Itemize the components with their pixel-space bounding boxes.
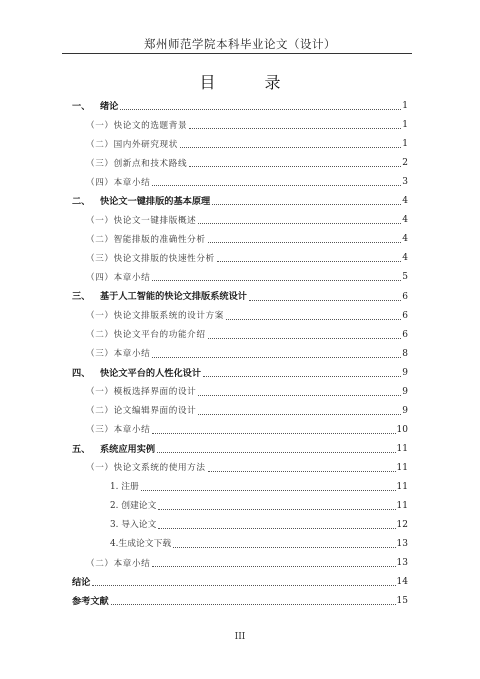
toc-entry[interactable] [72, 265, 408, 284]
toc-leader-dots [158, 509, 395, 510]
toc-entry[interactable] [72, 208, 408, 227]
toc-entry-page: 6 [402, 329, 408, 340]
toc-entry-page: 1 [402, 101, 408, 112]
toc-entry-page: 15 [396, 596, 408, 607]
toc-entry[interactable] [72, 342, 408, 361]
toc-entry-page: 9 [402, 386, 408, 397]
toc-entry-page: 11 [396, 462, 408, 473]
toc-entry-page: 8 [402, 348, 408, 359]
toc-entry-page: 13 [396, 558, 408, 569]
toc-entry-label: （四）本章小结 [86, 177, 151, 188]
toc-entry-label: （一）快论文的选题背景 [86, 120, 188, 131]
toc-entry-page: 4 [402, 215, 408, 226]
toc-entry-label: 2. 创建论文 [110, 501, 157, 512]
toc-entry[interactable] [72, 475, 408, 494]
toc-leader-dots [212, 204, 401, 205]
toc-entry-page: 11 [396, 443, 408, 454]
toc-entry-page: 6 [402, 310, 408, 321]
toc-entry[interactable] [72, 361, 408, 380]
toc-entry[interactable] [72, 399, 408, 418]
toc-entry[interactable] [72, 551, 408, 570]
toc-leader-dots [141, 490, 396, 491]
toc-entry-label: （二）论文编辑界面的设计 [86, 406, 197, 417]
toc-entry-page: 1 [402, 120, 408, 131]
toc-entry-label: （一）快论文排版系统的设计方案 [86, 310, 224, 321]
toc-entry-page: 4 [402, 253, 408, 264]
running-header: 郑州师范学院本科毕业论文（设计） [144, 37, 336, 51]
toc-entry-label: 三、 基于人工智能的快论文排版系统设计 [72, 291, 247, 303]
toc-entry-page: 11 [396, 481, 408, 492]
toc-leader-dots [249, 300, 401, 301]
toc-entry-page: 11 [396, 501, 408, 512]
toc-entry[interactable] [72, 323, 408, 342]
toc-entry-label: （一）快论文系统的使用方法 [86, 463, 206, 474]
toc-entry-label: 一、 绪论 [72, 100, 119, 112]
toc-leader-dots [152, 280, 401, 281]
toc-entry[interactable] [72, 380, 408, 399]
toc-leader-dots [157, 452, 395, 453]
toc-entry-label: （四）本章小结 [86, 272, 151, 283]
toc-entry[interactable] [72, 494, 408, 513]
toc-entry-label: 1. 注册 [110, 482, 139, 493]
toc-title: 目 录 [199, 73, 303, 92]
toc-leader-dots [189, 166, 401, 167]
toc-entry-label: 四、 快论文平台的人性化设计 [72, 367, 202, 379]
toc-leader-dots [120, 109, 401, 110]
toc-entry-label: （二）快论文平台的功能介绍 [86, 330, 206, 341]
toc-entry[interactable] [72, 532, 408, 551]
toc-entry[interactable] [72, 513, 408, 532]
toc-entry-label: （二）智能排版的准确性分析 [86, 234, 206, 245]
toc-leader-dots [226, 319, 401, 320]
toc-leader-dots [208, 338, 402, 339]
toc-leader-dots [158, 528, 395, 529]
page-number: III [234, 632, 246, 642]
toc-entry[interactable] [72, 570, 408, 589]
toc-entry[interactable] [72, 589, 408, 608]
toc-leader-dots [152, 433, 395, 434]
toc-entry-page: 12 [396, 520, 408, 531]
toc-entry-label: （一）快论文一键排版概述 [86, 215, 197, 226]
table-of-contents [72, 94, 408, 608]
toc-leader-dots [152, 357, 401, 358]
toc-entry-label: （三）本章小结 [86, 349, 151, 360]
toc-entry-page: 9 [402, 405, 408, 416]
toc-entry-page: 4 [402, 196, 408, 207]
toc-entry-label: （一）模板选择界面的设计 [86, 387, 197, 398]
toc-leader-dots [92, 585, 395, 586]
toc-entry[interactable] [72, 227, 408, 246]
toc-leader-dots [198, 414, 401, 415]
toc-leader-dots [111, 604, 396, 605]
toc-entry-label: 参考文献 [72, 596, 109, 608]
toc-entry-page: 14 [396, 577, 408, 588]
toc-entry-label: 3. 导入论文 [110, 520, 157, 531]
toc-entry[interactable] [72, 189, 408, 208]
toc-entry-label: （三）快论文排版的快速性分析 [86, 253, 215, 264]
toc-entry-page: 9 [402, 367, 408, 378]
toc-leader-dots [180, 147, 401, 148]
toc-leader-dots [208, 471, 396, 472]
toc-leader-dots [189, 128, 401, 129]
toc-entry-label: 二、 快论文一键排版的基本原理 [72, 196, 211, 208]
toc-leader-dots [198, 223, 401, 224]
toc-entry[interactable] [72, 170, 408, 189]
toc-entry[interactable] [72, 418, 408, 437]
toc-entry[interactable] [72, 284, 408, 303]
toc-leader-dots [198, 395, 401, 396]
toc-entry[interactable] [72, 132, 408, 151]
toc-entry-page: 5 [402, 272, 408, 283]
toc-entry[interactable] [72, 151, 408, 170]
toc-entry-label: （二）国内外研究现状 [86, 139, 178, 150]
toc-leader-dots [208, 242, 402, 243]
toc-entry[interactable] [72, 94, 408, 113]
toc-leader-dots [217, 261, 402, 262]
toc-entry-page: 3 [402, 177, 408, 188]
toc-entry[interactable] [72, 246, 408, 265]
header-rule [62, 53, 412, 54]
toc-entry-label: 4.生成论文下载 [110, 539, 172, 550]
toc-entry[interactable] [72, 456, 408, 475]
toc-entry-label: （三）本章小结 [86, 425, 151, 436]
toc-entry-label: 五、 系统应用实例 [72, 443, 156, 455]
toc-entry-label: 结论 [72, 577, 91, 589]
toc-entry-page: 2 [402, 158, 408, 169]
toc-entry-page: 1 [402, 139, 408, 150]
toc-entry-page: 6 [402, 291, 408, 302]
toc-entry-page: 4 [402, 234, 408, 245]
toc-entry[interactable] [72, 304, 408, 323]
toc-entry-label: （三）创新点和技术路线 [86, 158, 188, 169]
toc-leader-dots [173, 547, 395, 548]
toc-entry-page: 13 [396, 539, 408, 550]
toc-leader-dots [152, 185, 401, 186]
toc-entry-label: （二）本章小结 [86, 558, 151, 569]
toc-entry[interactable] [72, 437, 408, 456]
toc-leader-dots [203, 376, 401, 377]
toc-entry-page: 10 [396, 424, 408, 435]
toc-entry[interactable] [72, 113, 408, 132]
toc-leader-dots [152, 566, 395, 567]
